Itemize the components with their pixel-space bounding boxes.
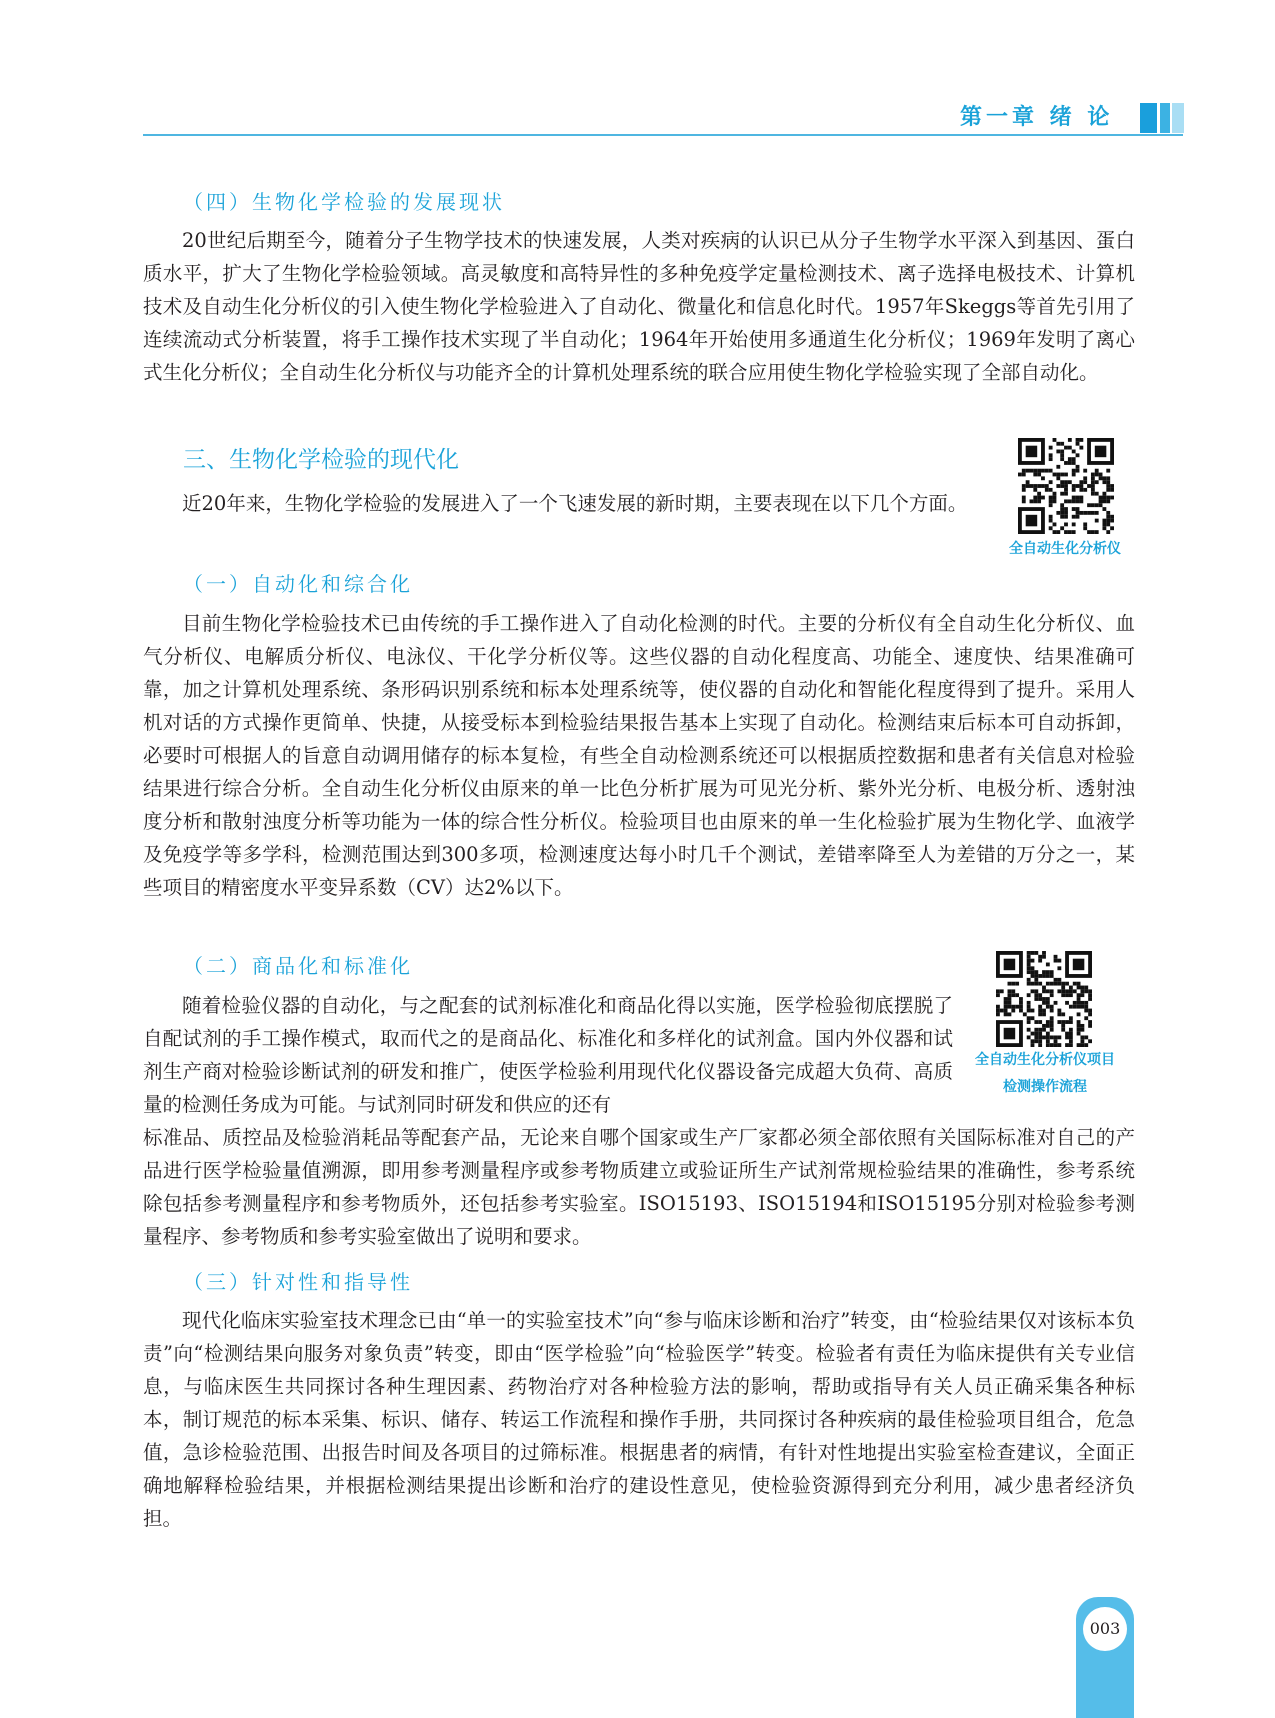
header-decor-block [1160,103,1170,133]
section-heading: （四）生物化学检验的发展现状 [183,190,505,214]
body-paragraph: 20世纪后期至今，随着分子生物学技术的快速发展，人类对疾病的认识已从分子生物学水平深入到基因、蛋白质水平，扩大了生物化学检验领域。高灵敏度和高特异性的多种免疫学定量检测技术、离子选择电极技术、计算机技术及自动生化分析仪的引入使生物化学检验进入了自动化、微量化和信息化时代。1957年Skeggs等首先引用了连续流动式分析装置，将手工操作技术实现了半自动化；1964年开始使用多通道生化分析仪；1969年发明了离心式生化分析仪；全自动生化分析仪与功能齐全的计算机处理系统的联合应用使生物化学检验实现了全部自动化。 [143,229,1135,384]
qr-caption: 全自动生化分析仪 [1009,541,1121,557]
body-paragraph: 标准品、质控品及检验消耗品等配套产品，无论来自哪个国家或生产厂家都必须全部依照有关国际标准对自己的产品进行医学检验量值溯源，即用参考测量程序或参考物质建立或验证所生产试剂常规检验结果的准确性，参考系统除包括参考测量程序和参考物质外，还包括参考实验室。ISO15193、ISO15194和ISO15195分别对检验参考测量程序、参考物质和参考实验室做出了说明和要求。 [143,1126,1135,1248]
subsection-heading: （三）针对性和指导性 [183,1270,413,1294]
header-rule [143,134,1183,136]
qr-code-icon[interactable] [1018,438,1114,534]
qr-code-icon[interactable] [996,951,1092,1047]
subsection-heading: （一）自动化和综合化 [183,572,413,596]
header-decor-block [1172,103,1184,133]
chapter-section-heading: 三、生物化学检验的现代化 [183,447,459,473]
body-paragraph: 目前生物化学检验技术已由传统的手工操作进入了自动化检测的时代。主要的分析仪有全自动生化分析仪、血气分析仪、电解质分析仪、电泳仪、干化学分析仪等。这些仪器的自动化程度高、功能全、速度快、结果准确可靠，加之计算机处理系统、条形码识别系统和标本处理系统等，使仪器的自动化和智能化程度得到了提升。采用人机对话的方式操作更简单、快捷，从接受标本到检验结果报告基本上实现了自动化。检测结束后标本可自动拆卸，必要时可根据人的旨意自动调用储存的标本复检，有些全自动检测系统还可以根据质控数据和患者有关信息对检验结果进行综合分析。全自动生化分析仪由原来的单一比色分析扩展为可见光分析、紫外光分析、电极分析、透射浊度分析和散射浊度分析等功能为一体的综合性分析仪。检验项目也由原来的单一生化检验扩展为生物化学、血液学及免疫学等多学科，检测范围达到300多项，检测速度达每小时几千个测试，差错率降至人为差错的万分之一，某些项目的精密度水平变异系数（CV）达2%以下。 [143,612,1135,899]
qr-caption: 全自动生化分析仪项目 检测操作流程 [975,1052,1115,1095]
body-paragraph: 随着检验仪器的自动化，与之配套的试剂标准化和商品化得以实施，医学检验彻底摆脱了自配试剂的手工操作模式，取而代之的是商品化、标准化和多样化的试剂盒。国内外仪器和试剂生产商对检验诊断试剂的研发和推广，使医学检验利用现代化仪器设备完成超大负荷、高质量的检测任务成为可能。与试剂同时研发和供应的还有 [143,994,953,1116]
chapter-header: 第一章 绪 论 [960,105,1114,130]
body-paragraph: 近20年来，生物化学检验的发展进入了一个飞速发展的新时期，主要表现在以下几个方面。 [182,492,968,515]
header-decor-block [1140,103,1157,133]
subsection-heading: （二）商品化和标准化 [183,954,413,978]
page-number: 003 [1083,1607,1127,1651]
body-paragraph: 现代化临床实验室技术理念已由“单一的实验室技术”向“参与临床诊断和治疗”转变，由“检验结果仅对该标本负责”向“检测结果向服务对象负责”转变，即由“医学检验”向“检验医学”转变。检验者有责任为临床提供有关专业信息，与临床医生共同探讨各种生理因素、药物治疗对各种检验方法的影响，帮助或指导有关人员正确采集各种标本，制订规范的标本采集、标识、储存、转运工作流程和操作手册，共同探讨各种疾病的最佳检验项目组合，危急值，急诊检验范围、出报告时间及各项目的过筛标准。根据患者的病情，有针对性地提出实验室检查建议，全面正确地解释检验结果，并根据检测结果提出诊断和治疗的建设性意见，使检验资源得到充分利用，减少患者经济负担。 [143,1309,1135,1530]
